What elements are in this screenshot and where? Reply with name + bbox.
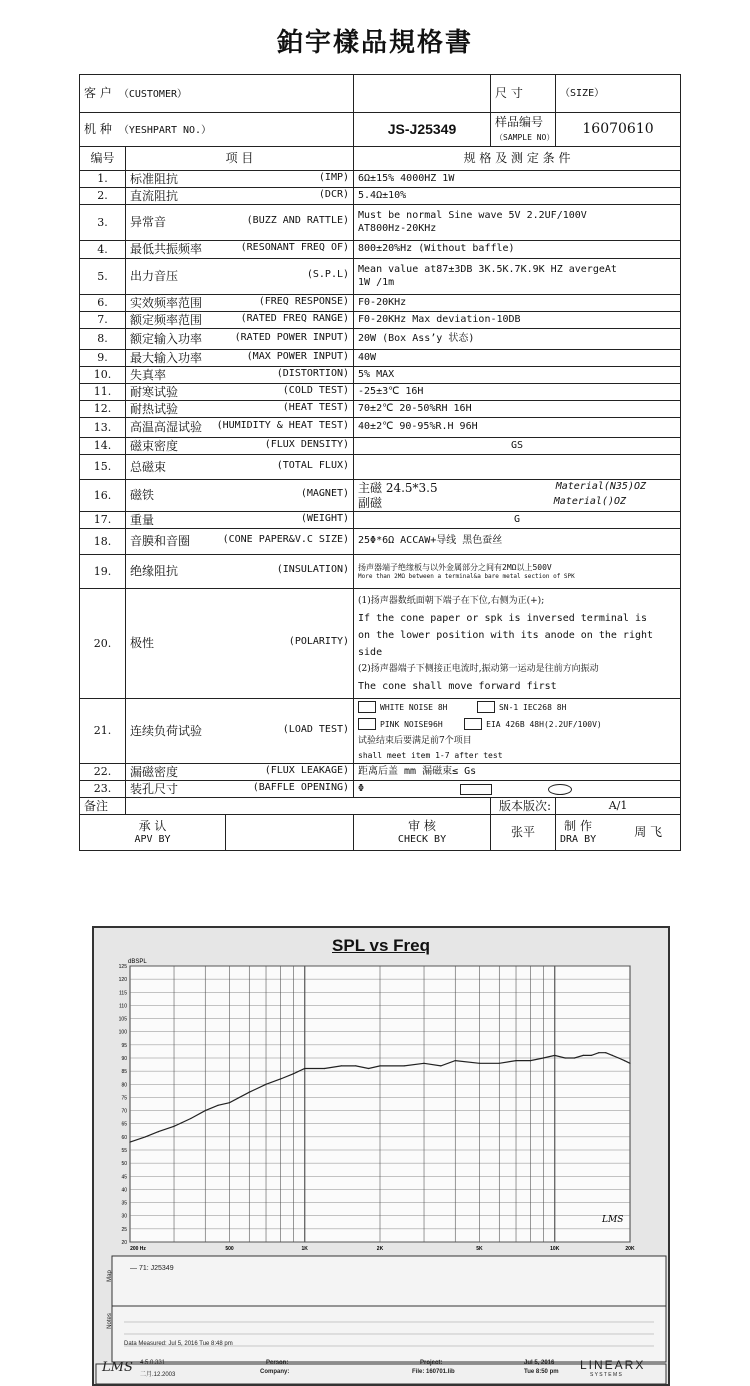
y-tick-label: 25	[121, 1226, 127, 1233]
spec-rows	[80, 171, 681, 798]
row-spec: 5% MAX	[354, 367, 681, 384]
row-spec: 距离后盖 mm 漏磁束≤ Gs	[354, 764, 681, 781]
row-spec: F0-20KHz	[354, 295, 681, 312]
y-tick-label: 105	[118, 1016, 127, 1023]
model-label: 机 种 （YESHPART NO.）	[80, 113, 354, 147]
y-tick-label: 65	[121, 1121, 127, 1128]
row-number: 23.	[80, 781, 126, 798]
row-item: 耐热试验 (HEAT TEST)	[126, 401, 354, 418]
spec-row	[80, 188, 681, 205]
row-number: 20.	[80, 589, 126, 699]
row-spec: 40W	[354, 350, 681, 367]
row-item: 极性 (POLARITY)	[126, 589, 354, 699]
version-text: 4.5.0.331	[140, 1360, 166, 1366]
column-header-row	[80, 147, 681, 171]
row-spec: Must be normal Sine wave 5V 2.2UF/100V AT800Hz-20KHz	[354, 205, 681, 241]
row-spec: F0-20KHz Max deviation-10DB	[354, 312, 681, 329]
notes-label: Notes	[106, 1313, 113, 1329]
spec-row	[80, 480, 681, 512]
maker-name: 周 飞	[634, 825, 663, 839]
spl-point	[605, 1052, 606, 1053]
version-label: 版本版次:	[491, 798, 556, 815]
spl-point	[554, 1055, 555, 1056]
row-item: 耐寒试验 (COLD TEST)	[126, 384, 354, 401]
spl-point	[479, 1063, 480, 1064]
customer-value	[354, 75, 491, 113]
row-item: 高温高湿试验 (HUMIDITY & HEAT TEST)	[126, 418, 354, 438]
row-spec: Mean value at87±3DB 3K.5K.7K.9K HZ avergeAt 1W /1m	[354, 259, 681, 295]
spl-point	[591, 1055, 592, 1056]
customer-row	[80, 75, 681, 113]
y-tick-label: 85	[121, 1069, 127, 1076]
y-tick-label: 50	[121, 1161, 127, 1168]
row-number: 19.	[80, 555, 126, 589]
spec-row	[80, 295, 681, 312]
row-item: 标准阻抗 (IMP)	[126, 171, 354, 188]
spl-point	[612, 1055, 613, 1056]
spl-point	[173, 1126, 174, 1127]
spec-row	[80, 259, 681, 295]
spl-point	[583, 1055, 584, 1056]
spl-point	[574, 1057, 575, 1058]
row-item: 绝缘阻抗 (INSULATION)	[126, 555, 354, 589]
spec-row	[80, 312, 681, 329]
y-tick-label: 115	[119, 990, 127, 997]
chart-lms-mark: LMS	[602, 1215, 624, 1225]
spl-point	[280, 1078, 281, 1079]
spl-point	[598, 1052, 599, 1053]
row-number: 1.	[80, 171, 126, 188]
y-tick-label: 120	[118, 977, 127, 984]
x-tick-label: 2K	[376, 1246, 384, 1252]
y-axis-label: dBSPL	[128, 959, 147, 965]
x-tick-label: 20K	[625, 1246, 635, 1252]
y-tick-label: 35	[121, 1200, 127, 1207]
row-item: 磁束密度 (FLUX DENSITY)	[126, 438, 354, 455]
spl-point	[404, 1065, 405, 1066]
y-tick-label: 55	[121, 1148, 127, 1154]
row-item: 连续负荷试验 (LOAD TEST)	[126, 699, 354, 764]
row-number: 13.	[80, 418, 126, 438]
spl-point	[423, 1063, 424, 1064]
lms-logo: LMS	[102, 1360, 133, 1375]
spec-row	[80, 455, 681, 480]
spec-row	[80, 555, 681, 589]
row-item: 实效频率范围 (FREQ RESPONSE)	[126, 295, 354, 312]
customer-label: 客 户 （CUSTOMER）	[80, 75, 354, 113]
date-text: Jul 5, 2016	[524, 1360, 555, 1366]
spec-row	[80, 764, 681, 781]
spl-point	[499, 1063, 500, 1064]
remark-value	[126, 798, 491, 815]
spl-graph	[92, 926, 670, 1386]
spec-row	[80, 529, 681, 555]
model-value: JS-J25349	[354, 113, 491, 147]
row-number: 14.	[80, 438, 126, 455]
row-spec: -25±3℃ 16H	[354, 384, 681, 401]
row-number: 5.	[80, 259, 126, 295]
spec-row	[80, 205, 681, 241]
y-tick-label: 40	[121, 1187, 127, 1194]
row-number: 8.	[80, 329, 126, 350]
brand-sub: S Y S T E M S	[590, 1372, 622, 1378]
measured-text: Data Measured: Jul 5, 2016 Tue 8:48 pm	[124, 1341, 233, 1347]
row-number: 21.	[80, 699, 126, 764]
spl-point	[530, 1060, 531, 1061]
date2-text: 二月.12.2003	[140, 1372, 176, 1378]
company-label: Company:	[260, 1369, 290, 1375]
x-tick-label: 10K	[550, 1246, 560, 1252]
spl-point	[355, 1065, 356, 1066]
y-tick-label: 100	[118, 1029, 127, 1036]
y-tick-label: 70	[121, 1108, 127, 1115]
spl-point	[229, 1102, 230, 1103]
spl-point	[440, 1065, 441, 1066]
file-text: File: 160701.lib	[412, 1369, 455, 1375]
spl-point	[293, 1073, 294, 1074]
spec-row	[80, 367, 681, 384]
model-row	[80, 113, 681, 147]
sample-value: 16070610	[556, 113, 681, 147]
row-spec: 6Ω±15% 4000HZ 1W	[354, 171, 681, 188]
spl-point	[129, 1142, 130, 1143]
spec-table	[79, 74, 681, 851]
y-tick-label: 20	[121, 1240, 127, 1246]
row-number: 17.	[80, 512, 126, 529]
time-text: Tue 8:50 pm	[524, 1369, 559, 1375]
apv-label: 承 认 APV BY	[80, 815, 226, 851]
row-number: 3.	[80, 205, 126, 241]
graph-title: SPL vs Freq	[332, 936, 430, 955]
y-tick-label: 90	[121, 1056, 127, 1062]
y-tick-label: 45	[121, 1174, 127, 1181]
row-spec	[354, 455, 681, 480]
spl-point	[341, 1065, 342, 1066]
row-number: 6.	[80, 295, 126, 312]
row-spec: 20W (Box Ass’y 状态)	[354, 329, 681, 350]
row-number: 22.	[80, 764, 126, 781]
x-tick-label: 1K	[301, 1246, 308, 1252]
project-label: Project:	[420, 1360, 443, 1366]
spl-point	[368, 1068, 369, 1069]
row-spec: 5.4Ω±10%	[354, 188, 681, 205]
row-item: 音膜和音圈 (CONE PAPER&V.C SIZE)	[126, 529, 354, 555]
spl-point	[190, 1118, 191, 1119]
spec-row	[80, 699, 681, 764]
row-spec: 25Φ*6Ω ACCAW+导线 黑色蚕丝	[354, 529, 681, 555]
row-item: 出力音压 (S.P.L)	[126, 259, 354, 295]
spl-point	[249, 1092, 250, 1093]
spec-row	[80, 171, 681, 188]
spec-row	[80, 438, 681, 455]
row-item: 磁铁 (MAGNET)	[126, 480, 354, 512]
row-item: 重量 (WEIGHT)	[126, 512, 354, 529]
person-label: Person:	[266, 1360, 289, 1366]
y-tick-label: 30	[121, 1213, 127, 1220]
row-item: 额定输入功率 (RATED POWER INPUT)	[126, 329, 354, 350]
row-spec: Φ	[354, 781, 681, 798]
spl-point	[543, 1057, 544, 1058]
row-number: 10.	[80, 367, 126, 384]
spl-point	[455, 1060, 456, 1061]
y-tick-label: 110	[119, 1003, 127, 1010]
col-no-header: 编号	[80, 147, 126, 171]
row-spec: 40±2℃ 90-95%R.H 96H	[354, 418, 681, 438]
spl-point	[324, 1068, 325, 1069]
spl-point	[158, 1131, 159, 1132]
spec-row	[80, 384, 681, 401]
map-panel	[112, 1256, 666, 1306]
row-number: 9.	[80, 350, 126, 367]
row-spec: WHITE NOISE 8H SN-1 IEC268 8H PINK NOISE96H EIA 426B 48H(2.2UF/100V) 试验结束后要满足前7个项目 shall meet item 1-7 after test	[354, 699, 681, 764]
row-item: 装孔尺寸 (BAFFLE OPENING)	[126, 781, 354, 798]
spl-point	[624, 1060, 625, 1061]
x-tick-label: 500	[225, 1246, 234, 1252]
spl-point	[629, 1063, 630, 1064]
size-value: （SIZE）	[556, 75, 681, 113]
spl-chart	[94, 928, 668, 1384]
row-item: 直流阻抗 (DCR)	[126, 188, 354, 205]
row-number: 7.	[80, 312, 126, 329]
spec-row	[80, 781, 681, 798]
spec-row	[80, 512, 681, 529]
row-number: 16.	[80, 480, 126, 512]
spec-sheet	[79, 74, 680, 851]
row-number: 11.	[80, 384, 126, 401]
spec-row	[80, 589, 681, 699]
row-item: 失真率 (DISTORTION)	[126, 367, 354, 384]
spec-row	[80, 350, 681, 367]
y-tick-label: 95	[121, 1042, 127, 1049]
row-spec: 扬声器端子绝缘板与以外金属部分之间有2MΩ以上500V More than 2MΩ between a terminal&a bare metal section of SPK	[354, 555, 681, 589]
row-spec: (1)扬声器数纸面朝下端子在下位,右侧为正(+); If the cone paper or spk is inversed terminal is on the lower position with its anode on the right side (2)扬声器端子下侧接正电流时,振动第一运动是往前方向振动 The cone shall move forward first	[354, 589, 681, 699]
row-item: 漏磁密度 (FLUX LEAKAGE)	[126, 764, 354, 781]
col-item-header: 项 目	[126, 147, 354, 171]
row-item: 最低共振频率 (RESONANT FREQ OF)	[126, 241, 354, 259]
checker-name: 张平	[491, 815, 556, 851]
size-label: 尺 寸	[491, 75, 556, 113]
spl-point	[618, 1057, 619, 1058]
row-item: 最大输入功率 (MAX POWER INPUT)	[126, 350, 354, 367]
y-tick-label: 80	[121, 1082, 127, 1089]
remark-row	[80, 798, 681, 815]
spec-row	[80, 418, 681, 438]
row-item: 总磁束 (TOTAL FLUX)	[126, 455, 354, 480]
check-label: 审 核 CHECK BY	[354, 815, 491, 851]
signature-row	[80, 815, 681, 851]
row-item: 异常音 (BUZZ AND RATTLE)	[126, 205, 354, 241]
row-number: 18.	[80, 529, 126, 555]
row-number: 4.	[80, 241, 126, 259]
version-value: A/1	[556, 798, 681, 815]
row-number: 12.	[80, 401, 126, 418]
row-spec: 800±20%Hz (Without baffle)	[354, 241, 681, 259]
row-spec: G	[354, 512, 681, 529]
row-number: 15.	[80, 455, 126, 480]
sample-label: 样品编号（SAMPLE NO）	[491, 113, 556, 147]
y-tick-label: 60	[121, 1134, 127, 1141]
remark-label: 备注	[80, 798, 126, 815]
spec-row	[80, 241, 681, 259]
document-title: 鉑宇樣品規格書	[276, 28, 473, 58]
map-label: Map	[106, 1270, 113, 1282]
x-tick-label: 5K	[476, 1246, 483, 1252]
apv-value	[226, 815, 354, 851]
dra-cell: 制 作 DRA BY 周 飞	[556, 815, 681, 851]
spl-point	[379, 1065, 380, 1066]
x-tick-label: 200 Hz	[130, 1246, 146, 1252]
row-item: 额定频率范围 (RATED FREQ RANGE)	[126, 312, 354, 329]
brand-logo: LINEARX	[580, 1358, 646, 1372]
spec-row	[80, 329, 681, 350]
y-tick-label: 125	[118, 964, 127, 970]
row-spec: 主磁 24.5*3.5 Material(N35)OZ 副磁 Material()OZ	[354, 480, 681, 512]
spl-point	[205, 1110, 206, 1111]
row-spec: 70±2℃ 20-50%RH 16H	[354, 401, 681, 418]
spl-point	[145, 1136, 146, 1137]
spec-row	[80, 401, 681, 418]
row-number: 2.	[80, 188, 126, 205]
spl-point	[304, 1068, 305, 1069]
spl-point	[564, 1057, 565, 1058]
spl-point	[265, 1084, 266, 1085]
legend-entry: — 71: J25349	[130, 1265, 174, 1272]
col-spec-header: 规 格 及 测 定 条 件	[354, 147, 681, 171]
row-spec: GS	[354, 438, 681, 455]
y-tick-label: 75	[121, 1095, 127, 1102]
spl-point	[515, 1060, 516, 1061]
spl-point	[217, 1105, 218, 1106]
